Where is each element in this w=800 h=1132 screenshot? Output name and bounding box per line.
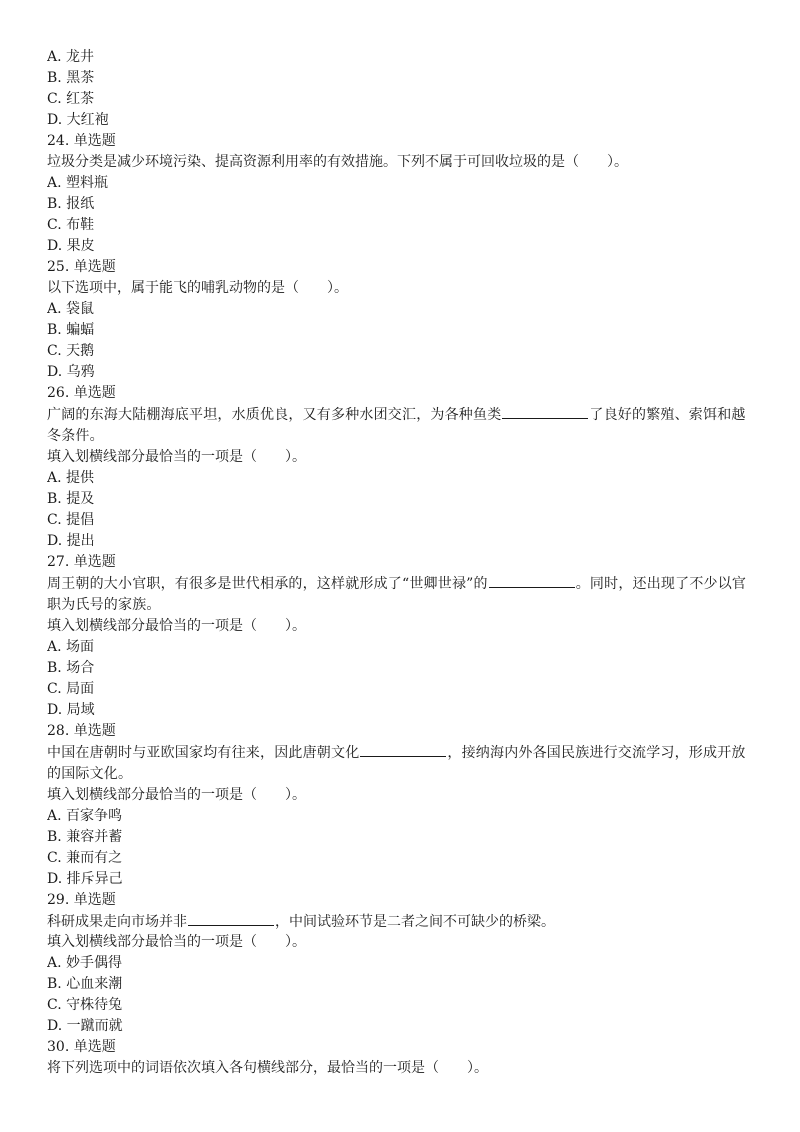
option-a: A. 龙井 bbox=[47, 49, 95, 65]
question-stem bbox=[47, 404, 753, 447]
question-prompt: 填入划横线部分最恰当的一项是（ ）。 bbox=[47, 934, 306, 950]
question-24 bbox=[47, 131, 753, 257]
question-30 bbox=[47, 1037, 753, 1079]
option-c: C. 天鹅 bbox=[47, 343, 95, 359]
question-header: 28. 单选题 bbox=[47, 723, 116, 739]
option-b: B. 心血来潮 bbox=[47, 976, 123, 992]
document-page bbox=[47, 47, 753, 1079]
option-d: D. 果皮 bbox=[47, 238, 95, 254]
question-stem: 以下选项中，属于能飞的哺乳动物的是（ ）。 bbox=[47, 280, 348, 296]
fill-blank bbox=[489, 573, 575, 588]
question-stem bbox=[47, 911, 753, 932]
question-28 bbox=[47, 721, 753, 890]
question-stem: 将下列选项中的词语依次填入各句横线部分，最恰当的一项是（ ）。 bbox=[47, 1060, 488, 1076]
option-d: D. 乌鸦 bbox=[47, 364, 95, 380]
option-d: D. 局域 bbox=[47, 702, 95, 718]
question-stem: 垃圾分类是减少环境污染、提高资源利用率的有效措施。下列不属于可回收垃圾的是（ ）。 bbox=[47, 154, 628, 170]
fill-blank bbox=[188, 911, 274, 926]
option-b: B. 兼容并蓄 bbox=[47, 829, 123, 845]
stem-before-blank: 科研成果走向市场并非 bbox=[47, 914, 187, 930]
stem-after-blank: 。同时，还出现了不少以官职为氏号的家族。 bbox=[47, 576, 747, 613]
option-c: C. 红茶 bbox=[47, 91, 95, 107]
option-c: C. 局面 bbox=[47, 681, 95, 697]
option-a: A. 袋鼠 bbox=[47, 301, 95, 317]
option-b: B. 黑茶 bbox=[47, 70, 95, 86]
stem-after-blank: 了良好的繁殖、索饵和越冬条件。 bbox=[47, 407, 746, 444]
question-stem bbox=[47, 742, 753, 785]
option-a: A. 妙手偶得 bbox=[47, 955, 123, 971]
option-c: C. 守株待兔 bbox=[47, 997, 123, 1013]
option-d: D. 大红袍 bbox=[47, 112, 109, 128]
option-d: D. 提出 bbox=[47, 533, 95, 549]
question-header: 29. 单选题 bbox=[47, 892, 116, 908]
question-header: 26. 单选题 bbox=[47, 385, 116, 401]
fill-blank bbox=[502, 404, 588, 419]
question-header: 25. 单选题 bbox=[47, 259, 116, 275]
question-26 bbox=[47, 383, 753, 552]
question-27 bbox=[47, 552, 753, 721]
option-d: D. 一蹴而就 bbox=[47, 1018, 123, 1034]
option-c: C. 兼而有之 bbox=[47, 850, 123, 866]
option-b: B. 场合 bbox=[47, 660, 95, 676]
option-b: B. 蝙蝠 bbox=[47, 322, 95, 338]
fill-blank bbox=[360, 742, 446, 757]
question-prompt: 填入划横线部分最恰当的一项是（ ）。 bbox=[47, 449, 306, 465]
question-25 bbox=[47, 257, 753, 383]
question-stem bbox=[47, 573, 753, 616]
stem-after-blank: ，接纳海内外各国民族进行交流学习，形成开放的国际文化。 bbox=[47, 745, 746, 782]
question-header: 24. 单选题 bbox=[47, 133, 116, 149]
option-a: A. 场面 bbox=[47, 639, 95, 655]
option-c: C. 布鞋 bbox=[47, 217, 95, 233]
question-29 bbox=[47, 890, 753, 1037]
stem-before-blank: 周王朝的大小官职，有很多是世代相承的，这样就形成了“世卿世禄”的 bbox=[47, 576, 488, 592]
option-a: A. 百家争鸣 bbox=[47, 808, 123, 824]
stem-before-blank: 广阔的东海大陆棚海底平坦，水质优良，又有多种水团交汇，为各种鱼类 bbox=[47, 407, 502, 423]
question-header: 30. 单选题 bbox=[47, 1039, 116, 1055]
option-b: B. 报纸 bbox=[47, 196, 95, 212]
question-header: 27. 单选题 bbox=[47, 554, 116, 570]
option-b: B. 提及 bbox=[47, 491, 95, 507]
option-a: A. 塑料瓶 bbox=[47, 175, 109, 191]
option-d: D. 排斥异己 bbox=[47, 871, 123, 887]
option-a: A. 提供 bbox=[47, 470, 95, 486]
stem-after-blank: ，中间试验环节是二者之间不可缺少的桥梁。 bbox=[275, 914, 555, 930]
question-prompt: 填入划横线部分最恰当的一项是（ ）。 bbox=[47, 618, 306, 634]
stem-before-blank: 中国在唐朝时与亚欧国家均有往来，因此唐朝文化 bbox=[47, 745, 360, 761]
question-23-options bbox=[47, 47, 753, 131]
question-prompt: 填入划横线部分最恰当的一项是（ ）。 bbox=[47, 787, 306, 803]
option-c: C. 提倡 bbox=[47, 512, 95, 528]
